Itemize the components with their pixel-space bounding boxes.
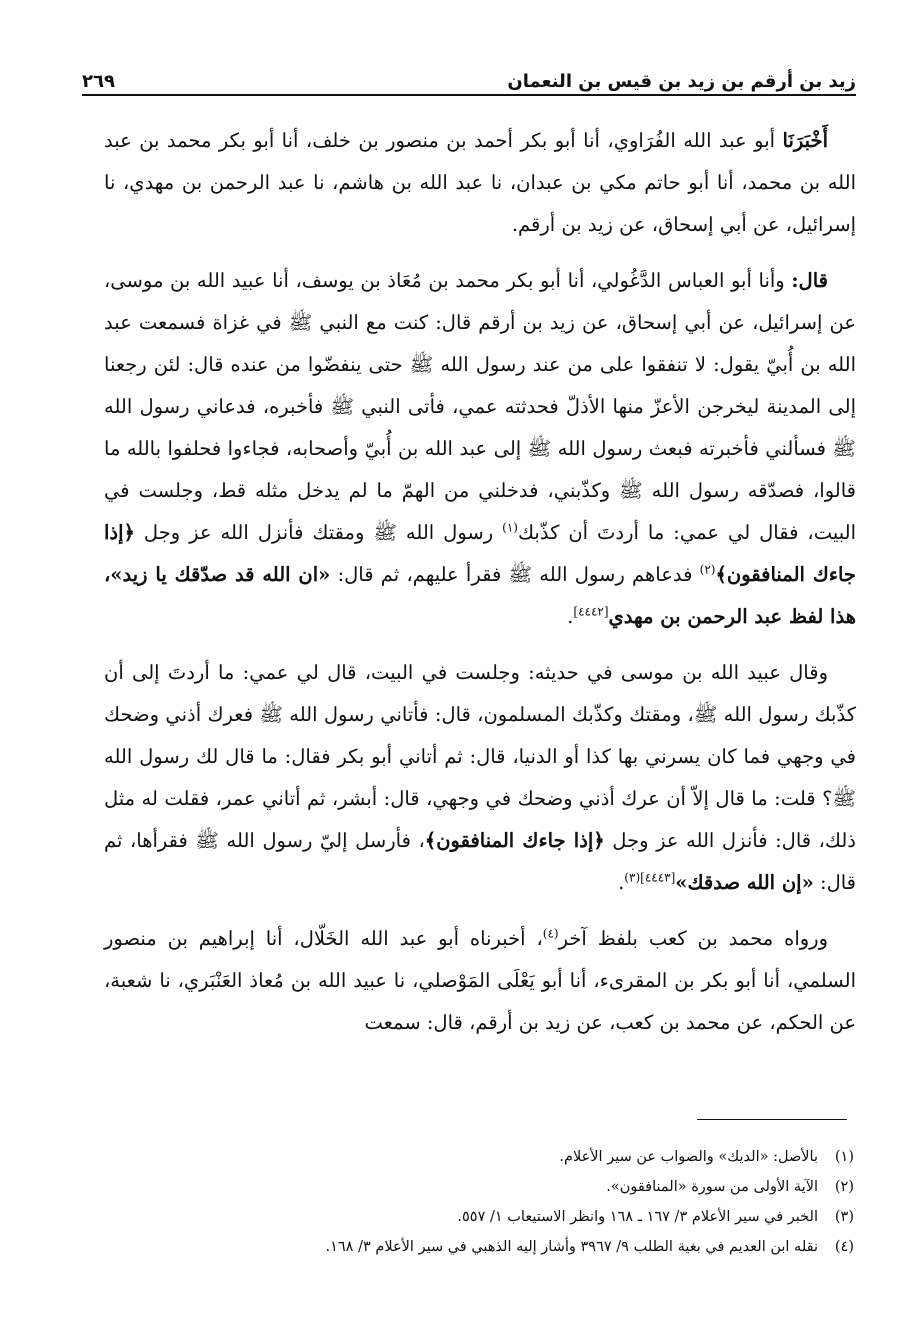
footnote-separator <box>697 1119 847 1120</box>
footnote-number: (٤) <box>834 1239 854 1255</box>
running-header <box>82 58 856 92</box>
paragraph-text: رسول الله ﷺ ومقتك فأنزل الله عز وجل <box>134 521 503 544</box>
paragraph-text: وأنا أبو العباس الدَّغُولي، أنا أبو بكر محمد بن مُعَاذ بن يوسف، أنا عبيد الله بن موسى، عن إسرائيل، عن أبي إسحاق، عن زيد بن أرقم قال: كنت مع النبي ﷺ في غزاة فسمعت عبد الله بن أُبيّ يقول: لا تنفقوا على من عند رسول الله ﷺ حتى ينفضّوا من عنده قال: لئن رجعنا إلى المدينة ليخرجن الأعزّ منها الأذلّ فحدثته عمي، فأتى النبي ﷺ فأخبره، فدعاني رسول الله ﷺ فسألني فأخبرته فبعث رسول الله ﷺ إلى عبد الله بن أُبيّ وأصحابه، فجاءوا فحلفوا بالله ما قالوا، فصدّقه رسول الله ﷺ وكذّبني، فدخلني من الهمّ ما لم يدخل مثله قط، وجلست في البيت، فقال لي عمي: ما أردتَ أن كذّبك <box>104 269 856 544</box>
page-number: ٢٦٩ <box>82 71 115 92</box>
paragraph-2 <box>104 260 856 638</box>
paragraph-text: فدعاهم رسول الله ﷺ فقرأ عليهم، ثم قال: <box>330 563 700 586</box>
paragraph-text: . <box>567 605 574 628</box>
paragraph-text: . <box>618 871 625 894</box>
footnote-2 <box>104 1172 854 1202</box>
footnote-number: (٣) <box>834 1209 854 1225</box>
footnote-marker[interactable]: (٣) <box>624 870 641 885</box>
hadith-number: [٤٤٤٢] <box>573 604 609 619</box>
quran-quote: ﴿إذا جاءك المنافقون﴾ <box>424 829 605 852</box>
paragraph-1 <box>104 120 856 246</box>
paragraph-lead-word: أَخْبَرَنَا <box>782 129 828 152</box>
hadith-quote: «ان الله قد صدّقك يا زيد» <box>110 563 331 586</box>
paragraph-text: ورواه محمد بن كعب بلفظ آخر <box>558 927 828 950</box>
footnote-4 <box>104 1232 854 1262</box>
main-text <box>104 120 856 1044</box>
footnote-number: (٢) <box>834 1179 854 1195</box>
hadith-number: [٤٤٤٣] <box>640 870 676 885</box>
running-title: زيد بن أرقم بن زيد بن قيس بن النعمان <box>507 71 856 92</box>
paragraph-text: وقال عبيد الله بن موسى في حديثه: وجلست في البيت، قال لي عمي: ما أردتَ إلى أن كذّبك رسول الله ﷺ، ومقتك وكذّبك المسلمون، قال: فأتاني رسول الله ﷺ فعرك أذني وضحك في وجهي فما كان يسرني بها كذا أو الدنيا، قال: ثم أتاني أبو بكر فقال: ما قال لك رسول الله ﷺ؟ قلت: ما قال إلاّ أن عرك أذني وضحك في وجهي، قال: أبشر، ثم أتاني عمر، فقلت له مثل ذلك، قال: فأنزل الله عز وجل <box>104 661 856 852</box>
footnotes <box>104 1142 854 1262</box>
footnote-marker[interactable]: (١) <box>502 520 518 535</box>
paragraph-text: أبو عبد الله الفُرَاوي، أنا أبو بكر أحمد بن منصور بن خلف، أنا أبو بكر محمد بن عبد الله بن محمد، أنا أبو حاتم مكي بن عبدان، نا عبد الله بن هاشم، نا عبد الرحمن بن مهدي، نا إسرائيل، عن أبي إسحاق، عن زيد بن أرقم. <box>104 129 856 236</box>
footnote-text: الآية الأولى من سورة «المنافقون». <box>606 1179 818 1195</box>
header-rule <box>82 94 856 96</box>
hadith-quote: «إن الله صدقك» <box>675 871 814 894</box>
paragraph-3 <box>104 652 856 904</box>
paragraph-4 <box>104 918 856 1044</box>
paragraph-lead-word: قال: <box>791 269 828 292</box>
footnote-marker[interactable]: (٢) <box>699 562 716 577</box>
footnote-text: نقله ابن العديم في بغية الطلب ٩/ ٣٩٦٧ وأشار إليه الذهبي في سير الأعلام ٣/ ١٦٨. <box>325 1239 818 1255</box>
footnote-marker[interactable]: (٤) <box>542 926 559 941</box>
paragraph-text: ، أخبرناه أبو عبد الله الخَلّال، أنا إبراهيم بن منصور السلمي، أنا أبو بكر بن المقرىء، أنا أبو يَعْلَى المَوْصلي، نا عبيد الله بن مُعاذ العَنْبَري، نا شعبة، عن الحكم، عن محمد بن كعب، عن زيد بن أرقم، قال: سمعت <box>104 927 856 1034</box>
footnote-text: الخبر في سير الأعلام ٣/ ١٦٧ ـ ١٦٨ وانظر الاستيعاب ١/ ٥٥٧. <box>457 1209 818 1225</box>
quran-quote: ﴿إذا جاءك المنافقون﴾ <box>104 521 856 586</box>
footnote-1 <box>104 1142 854 1172</box>
paragraph-text: ، فأرسل إليّ رسول الله ﷺ فقرأها، ثم قال: <box>104 829 856 894</box>
footnote-text: بالأصل: «الديك» والصواب عن سير الأعلام. <box>559 1149 818 1165</box>
paragraph-text: ، هذا لفظ عبد الرحمن بن مهدي <box>104 563 856 628</box>
footnote-3 <box>104 1202 854 1232</box>
footnote-number: (١) <box>834 1149 854 1165</box>
